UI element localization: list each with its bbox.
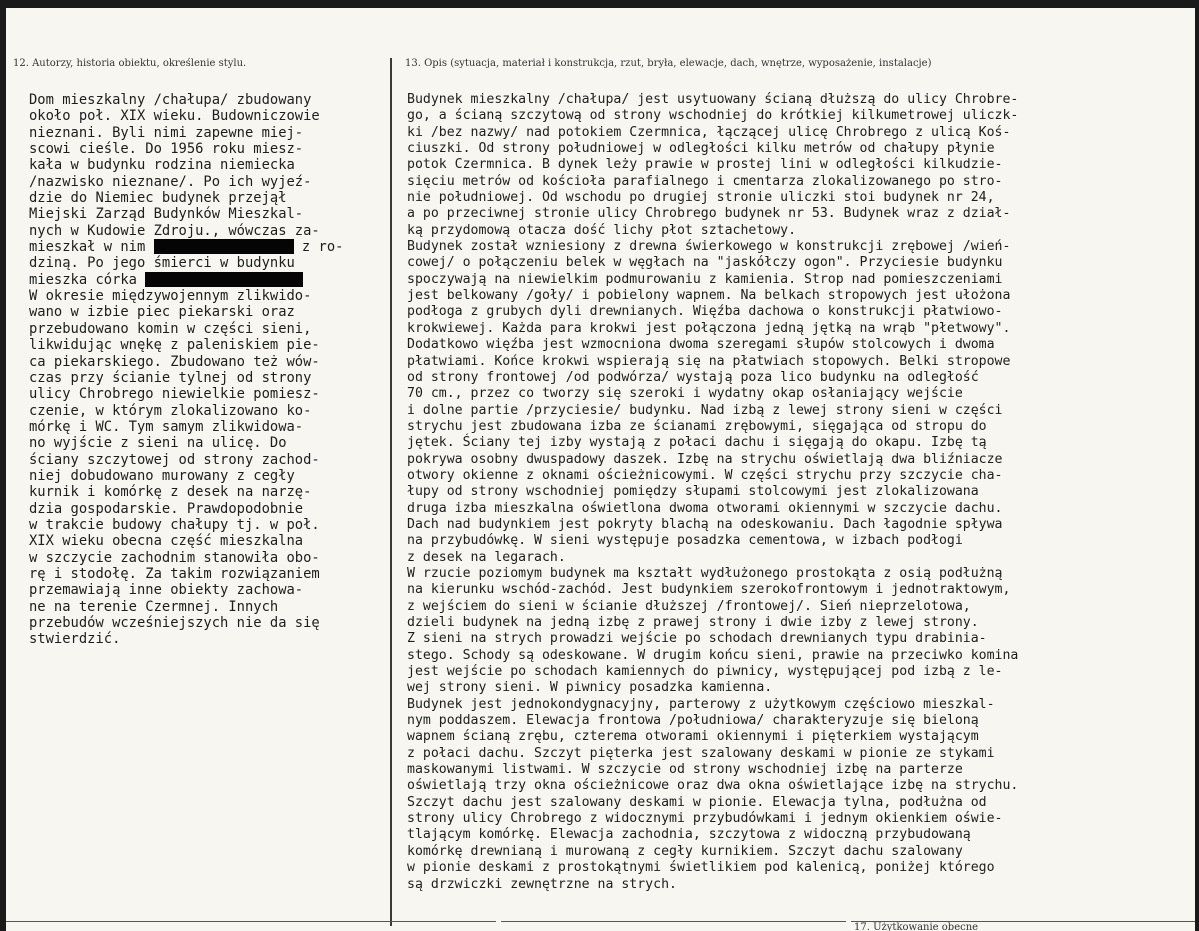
history-line: no wyjście z sieni na ulicę. Do <box>29 435 287 452</box>
history-line: stwierdzić. <box>29 631 121 648</box>
description-line: nym poddaszem. Elewacja frontowa /południowa/ charakteryzuje się bieloną <box>407 713 979 729</box>
description-line: ciuszki. Od strony południowej w odległości kilku metrów od chałupy płynie <box>407 141 995 157</box>
description-line: łupy od strony wschodniej pomiędzy słupami stolcowymi jest zlokalizowana <box>407 484 979 500</box>
description-line: tlającym komórkę. Elewacja zachodnia, szczytowa z widoczną przybudowaną <box>407 827 971 843</box>
description-line: ką przydomową otacza dość lichy płot sztachetowy. <box>407 222 797 238</box>
history-line <box>29 239 384 255</box>
history-line: ne na terenie Czermnej. Innych <box>29 598 279 615</box>
description-line: jętek. Ściany tej izby wystają z połaci dachu i sięgają do okapu. Izbę tą <box>407 435 987 451</box>
history-line: scowi cieśle. Do 1956 roku miesz- <box>29 141 304 158</box>
description-line: druga izba mieszkalna oświetlona dwoma otworami okiennymi w szczycie dachu. <box>407 500 1003 516</box>
description-text-column <box>407 92 1187 893</box>
line-text-before-redaction: mieszkał w nim <box>29 239 154 256</box>
line-text-after-redaction: z ro- <box>293 239 344 256</box>
history-line: przebudów wcześniejszych nie da się <box>29 615 320 631</box>
description-line: Szczyt dachu jest szalowany deskami w pionie. Elewacja tylna, podłużna od <box>407 794 987 810</box>
history-line: kurnik i komórkę z desek na narzę- <box>29 484 312 501</box>
section-13-header: 13. Opis (sytuacja, materiał i konstrukcja, rzut, bryła, elewacje, dach, wnętrze, wyposażenie, instalacje) <box>405 58 932 69</box>
description-line: wej strony sieni. W piwnicy posadzka kamienna. <box>407 680 773 696</box>
description-line: cowej/ o połączeniu belek w węgłach na "jaskółczy ogon". Przyciesie budynku <box>407 255 1003 271</box>
history-line: około poł. XIX wieku. Budowniczowie <box>29 108 320 125</box>
history-line: W okresie międzywojennym zlikwido- <box>29 288 312 305</box>
history-line: dziną. Po jego śmierci w budynku <box>29 255 295 272</box>
history-line: w trakcie budowy chałupy tj. w poł. <box>29 516 320 533</box>
description-line: jest belkowany /goły/ i pobielony wapnem. Na belkach stropowych jest ułożona <box>407 288 1011 304</box>
bottom-rule-left <box>6 921 496 922</box>
description-line: Budynek mieszkalny /chałupa/ jest usytuowany ścianą dłuższą do ulicy Chrobre- <box>407 92 1019 107</box>
description-line: oświetlają trzy okna ościeżnicowe oraz dwa okna oświetlające izbę na strychu. <box>407 778 1019 794</box>
history-line: XIX wieku obecna część mieszkalna <box>29 533 304 550</box>
description-line: od strony frontowej /od podwórza/ wystają poza lico budynku na odległość <box>407 369 979 385</box>
history-line: dzia gospodarskie. Prawdopodobnie <box>29 500 304 517</box>
description-line: Dodatkowo więźba jest wzmocniona dwoma szeregami słupów stolcowych i dwoma <box>407 337 995 353</box>
column-divider <box>390 58 392 926</box>
document-page <box>6 8 1195 931</box>
history-line: przemawiają inne obiekty zachowa- <box>29 582 304 599</box>
description-line: z połaci dachu. Szczyt pięterka jest szalowany deskami w pionie ze stykami <box>407 745 995 761</box>
description-line: potok Czermnica. B dynek leży prawie w prostej lini w odległości kilkudzie- <box>407 157 1003 173</box>
description-line: Dach nad budynkiem jest pokryty blachą na odeskowaniu. Dach łagodnie spływa <box>407 516 1003 532</box>
history-line: nieznani. Byli nimi zapewne miej- <box>29 124 304 141</box>
description-line: nie południowej. Od wschodu po drugiej stronie uliczki stoi budynek nr 24, <box>407 190 995 206</box>
description-line: krokwiewej. Każda para krokwi jest połączona jedną jętką na wrąb "płetwowy". <box>407 320 1011 336</box>
description-line: podłoga z grubych dyli drewnianych. Więźba dachowa o konstrukcji płatwiowo- <box>407 304 1003 320</box>
description-line: wapnem ścianą zrębu, czterema otworami okiennymi i pięterkiem wystającym <box>407 729 979 745</box>
history-line: dzie do Niemiec budynek przejął <box>29 190 287 207</box>
description-line: dzieli budynek na jedną izbę z prawej strony i dwie izby z lewej strony. <box>407 615 979 630</box>
description-line: Z sieni na strych prowadzi wejście po schodach drewnianych typu drabinia- <box>407 631 987 647</box>
section-17-header: 17. Użytkowanie obecne <box>854 922 979 931</box>
description-line: na kierunku wschód-zachód. Jest budynkiem szerokofrontowym i jednotraktowym, <box>407 582 1011 598</box>
history-line: Miejski Zarząd Budynków Mieszkal- <box>29 206 304 223</box>
description-line: W rzucie poziomym budynek ma kształt wydłużonego prostokąta z osią podłużną <box>407 565 1003 581</box>
history-line: rę i stodołę. Za takim rozwiązaniem <box>29 565 320 582</box>
description-line: i dolne partie /przyciesie/ budynku. Nad izbą z lewej strony sieni w części <box>407 402 1003 418</box>
description-line: komórkę drewnianą i murowaną z cegły kurnikiem. Szczyt dachu szalowany <box>407 843 963 859</box>
history-line: przebudowano komin w części sieni, <box>29 320 312 337</box>
history-line: kała w budynku rodzina niemiecka <box>29 157 295 174</box>
description-line: w pionie deskami z prostokątnymi świetlikiem pod kalenicą, poniżej którego <box>407 860 995 876</box>
description-line: z wejściem do sieni w ścianie dłuższej /frontowej/. Sień nieprzelotowa, <box>407 598 971 614</box>
description-line: stego. Schody są odeskowane. W drugim końcu sieni, prawie na przeciwko komina <box>407 647 1019 663</box>
description-line: płatwiami. Końce krokwi wspierają się na płatwiach stopowych. Belki stropowe <box>407 353 1011 369</box>
description-line: pokrywa osobny dwuspadowy daszek. Izbę na strychu oświetlają dwa bliźniacze <box>407 451 1003 467</box>
history-line: niej dobudowano murowany z cegły <box>29 467 295 484</box>
description-line: spoczywają na niewielkim podmurowaniu z kamienia. Strop nad pomieszczeniami <box>407 271 1003 287</box>
history-line: wano w izbie piec piekarski oraz <box>29 304 295 321</box>
history-line: ściany szczytowej od strony zachod- <box>29 451 320 468</box>
history-line: w szczycie zachodnim stanowiła obo- <box>29 549 320 566</box>
description-line: 70 cm., przez co tworzy się szeroki i wydatny okap osłaniający wejście <box>407 386 963 402</box>
description-line: maskowanymi listwami. W szczycie od strony wschodniej izbę na parterze <box>407 762 963 778</box>
description-line: strony ulicy Chrobrego z widocznymi przybudówkami i jednym okienkiem oświe- <box>407 811 1003 827</box>
history-line: /nazwisko nieznane/. Po ich wyjeź- <box>29 173 312 190</box>
description-line: Budynek jest jednokondygnacyjny, parterowy z użytkowym częściowo mieszkal- <box>407 696 995 712</box>
history-text-column <box>29 92 384 648</box>
description-line: sięciu metrów od kościoła parafialnego i cmentarza zlokalizowanego po stro- <box>407 173 1003 189</box>
description-line: otwory okienne z oknami ościeżnicowymi. W części strychu przy szczycie cha- <box>407 467 1003 483</box>
history-line: ulicy Chrobrego niewielkie pomiesz- <box>29 386 320 403</box>
redaction-bar <box>154 239 294 254</box>
description-line: ki /bez nazwy/ nad potokiem Czermnica, łączącej ulicę Chrobrego z ulicą Koś- <box>407 124 1011 140</box>
history-line <box>29 272 384 288</box>
description-line: z desek na legarach. <box>407 549 566 565</box>
bottom-rule-mid <box>501 921 846 922</box>
description-line: jest wejście po schodach kamiennych do piwnicy, występującej pod izbą z le- <box>407 664 1003 680</box>
description-line: a po przeciwnej stronie ulicy Chrobrego budynek nr 53. Budynek wraz z dział- <box>407 206 1011 222</box>
description-line: na przybudówkę. W sieni występuje posadzka cementowa, w izbach podłogi <box>407 533 963 549</box>
section-12-header: 12. Autorzy, historia obiektu, określenie stylu. <box>13 58 247 69</box>
line-text-before-redaction: mieszka córka <box>29 271 146 288</box>
history-line: likwidując wnękę z paleniskiem pie- <box>29 337 320 354</box>
description-line: strychu jest zbudowana izba ze ścianami zrębowymi, sięgająca od stropu do <box>407 418 987 434</box>
history-line: czenie, w którym zlokalizowano ko- <box>29 402 312 419</box>
history-line: Dom mieszkalny /chałupa/ zbudowany <box>29 92 312 108</box>
description-line: Budynek został wzniesiony z drewna świerkowego w konstrukcji zrębowej /wień- <box>407 239 1011 255</box>
history-line: czas przy ścianie tylnej od strony <box>29 369 312 386</box>
history-line: nych w Kudowie Zdroju., wówczas za- <box>29 222 320 239</box>
description-line: są drzwiczki zewnętrzne na strych. <box>407 876 677 892</box>
description-line: go, a ścianą szczytową od strony wschodniej do krótkiej kilkumetrowej uliczk- <box>407 108 1019 124</box>
history-line: mórkę i WC. Tym samym zlikwidowa- <box>29 418 304 435</box>
redaction-bar <box>145 272 303 287</box>
history-line: ca piekarskiego. Zbudowano też wów- <box>29 353 320 370</box>
